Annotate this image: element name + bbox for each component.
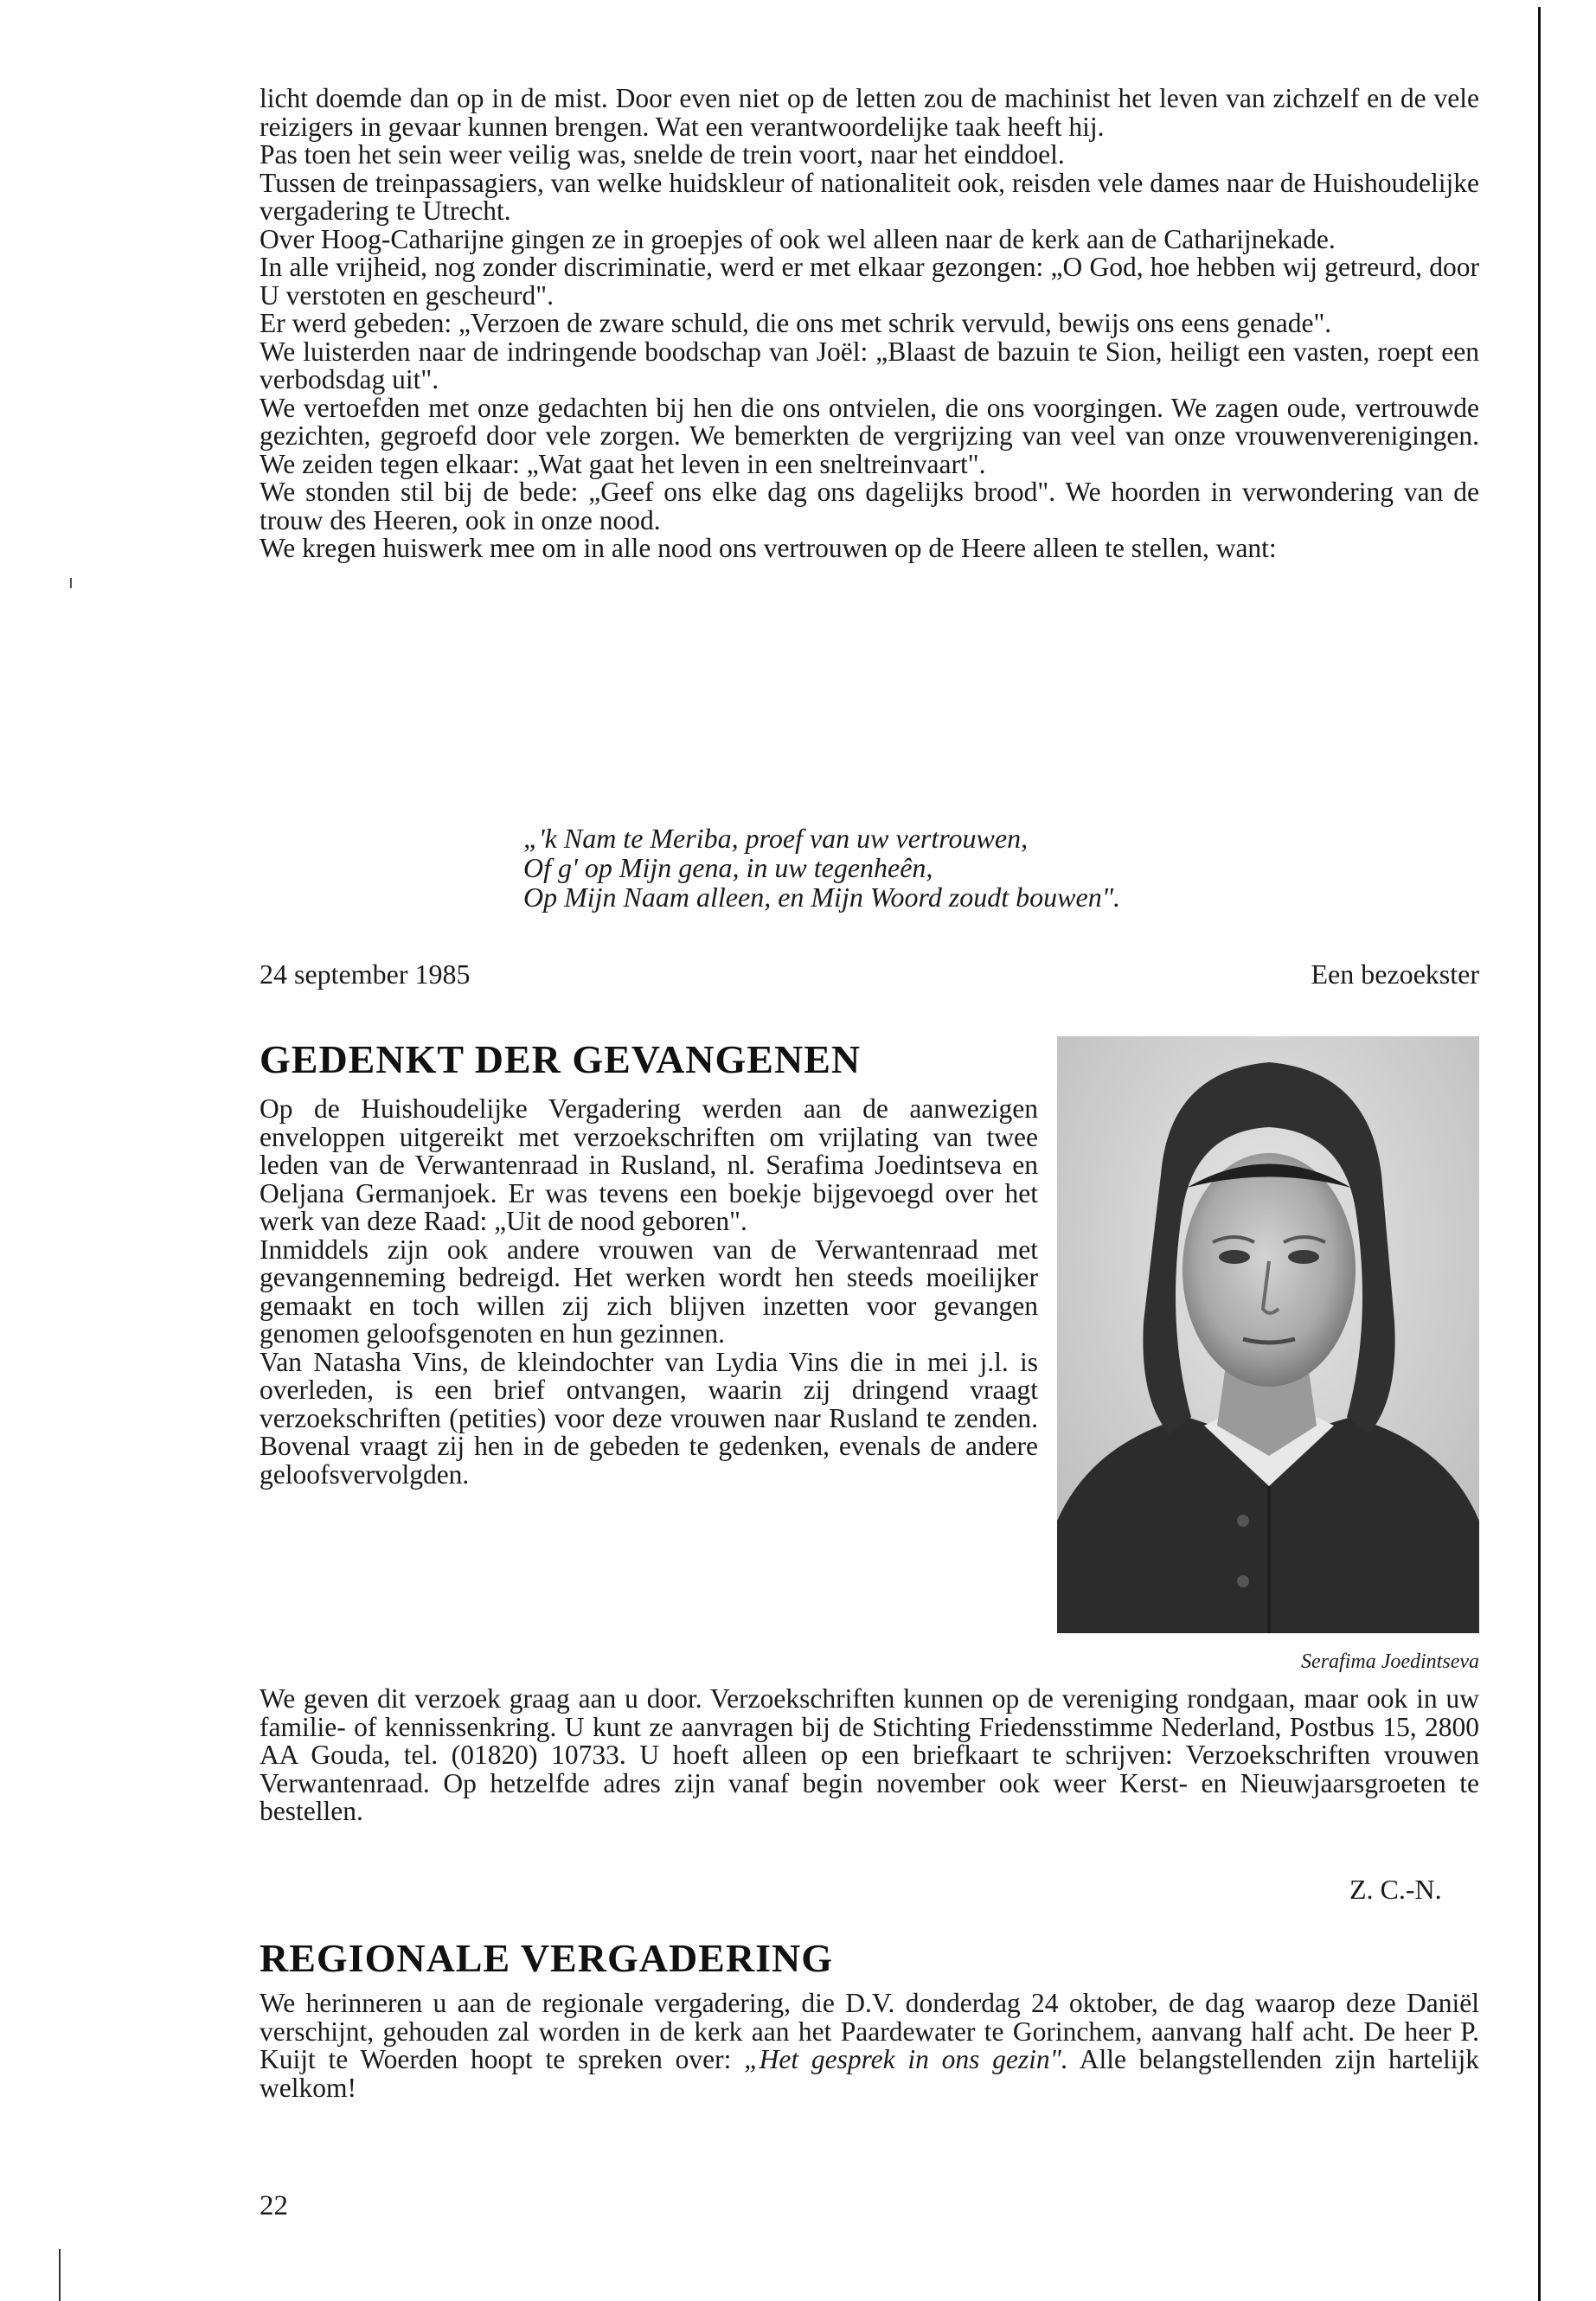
intro-paragraph: Over Hoog-Catharijne gingen ze in groepjes of ook wel alleen naar de kerk aan de Catharijnekade. — [260, 223, 1336, 254]
column-paragraph: Inmiddels zijn ook andere vrouwen van de Verwantenraad met gevangenneming bedreigd. Het werken wordt hen steeds moeilijker gemaakt en toch willen zij zich blijven inzetten voor gevangen genomen geloofsgenoten en hun gezinnen. — [260, 1234, 1038, 1349]
column-paragraph: Van Natasha Vins, de kleindochter van Lydia Vins die in mei j.l. is overleden, is een brief ontvangen, waarin zij dringend vraagt verzoekschriften (petities) voor deze vrouwen naar Rusland te zenden. Bovenal vraagt zij hen in de gebeden te gedenken, evenals de andere geloofsvervolgden. — [260, 1346, 1038, 1490]
portrait-photo — [1057, 1036, 1479, 1633]
article-date: 24 september 1985 — [260, 958, 471, 990]
poem-line: „'k Nam te Meriba, proef van uw vertrouwen, — [523, 823, 1029, 854]
intro-article — [260, 85, 1479, 563]
scan-speck — [70, 578, 72, 588]
page-number: 22 — [260, 2190, 288, 2221]
poem-quote — [523, 824, 1388, 912]
page-edge-rule — [1538, 7, 1541, 2301]
intro-paragraph: We stonden stil bij de bede: „Geef ons elke dag ons dagelijks brood". We hoorden in verwondering van de trouw des Heeren, ook in onze nood. — [260, 477, 1479, 535]
article-signoff: Z. C.-N. — [1349, 1874, 1442, 1905]
section-heading-gevangenen: GEDENKT DER GEVANGENEN — [260, 1037, 862, 1081]
intro-paragraph: We luisterden naar de indringende boodschap van Joël: „Blaast de bazuin te Sion, heiligt een vasten, roept een verbodsdag uit". — [260, 336, 1479, 394]
intro-paragraph: Er werd gebeden: „Verzoen de zware schuld, die ons met schrik vervuld, bewijs ons eens genade". — [260, 308, 1332, 338]
intro-paragraph: In alle vrijheid, nog zonder discriminatie, werd er met elkaar gezongen: „O God, hoe hebben wij getreurd, door U verstoten en gescheurd". — [260, 252, 1479, 311]
intro-paragraph: licht doemde dan op in de mist. Door even niet op de letten zou de machinist het leven van zichzelf en de vele reizigers in gevaar kunnen brengen. Wat een verantwoordelijke taak heeft hij. — [260, 83, 1479, 142]
intro-paragraph: We vertoefden met onze gedachten bij hen die ons ontvielen, die ons voorgingen. We zagen oude, vertrouwde gezichten, gegroefd door vele zorgen. We bemerkten de vergrijzing van veel van onze vrouwenverenigingen. We zeiden tegen elkaar: „Wat gaat het leven in een sneltreinvaart". — [260, 392, 1479, 479]
poem-line: Of g' op Mijn gena, in uw tegenheên, — [523, 852, 933, 883]
binding-mark — [59, 2249, 61, 2301]
article-author: Een bezoekster — [1311, 958, 1479, 990]
regionale-paragraph — [260, 1990, 1479, 2102]
photo-caption: Serafima Joedintseva — [1301, 1650, 1479, 1673]
regionale-text-end: Alle belangstellenden zijn hartelijk welkom! — [260, 2044, 1479, 2103]
regionale-talk-title: „Het gesprek in ons gezin". — [744, 2044, 1068, 2074]
section-heading-regionale: REGIONALE VERGADERING — [260, 1936, 833, 1980]
gevangenen-continuation: We geven dit verzoek graag aan u door. Verzoekschriften kunnen op de vereniging rondgaan, maar ook in uw familie- of kennissenkring. U kunt ze aanvragen bij de Stichting Friedensstimme Nederland, Postbus 15, 2800 AA Gouda, tel. (01820) 10733. U hoeft alleen op een briefkaart te schrijven: Verzoekschriften vrouwen Verwantenraad. Op hetzelfde adres zijn vanaf begin november ook weer Kerst- en Nieuwjaarsgroeten te bestellen. — [260, 1683, 1479, 1826]
dateline — [260, 958, 1479, 990]
poem-line: Op Mijn Naam alleen, en Mijn Woord zoudt bouwen". — [523, 881, 1121, 913]
intro-paragraph: Tussen de treinpassagiers, van welke huidskleur of nationaliteit ook, reisden vele dames naar de Huishoudelijke vergadering te Utrecht. — [260, 167, 1479, 226]
portrait-illustration — [1057, 1036, 1479, 1633]
regionale-text: We herinneren u aan de regionale vergadering, die D.V. donderdag 24 oktober, de dag waarop deze Daniël verschijnt, gehouden zal worden in de kerk aan het Paardewater te Gorinchem, aanvang half acht. De heer P. Kuijt te Woerden hoopt te spreken over: — [260, 1988, 1479, 2074]
gevangenen-column — [260, 1095, 1038, 1489]
intro-paragraph: We kregen huiswerk mee om in alle nood ons vertrouwen op de Heere alleen te stellen, want: — [260, 533, 1277, 563]
intro-paragraph: Pas toen het sein weer veilig was, snelde de trein voort, naar het einddoel. — [260, 139, 1065, 170]
column-paragraph: Op de Huishoudelijke Vergadering werden aan de aanwezigen enveloppen uitgereikt met verzoekschriften om vrijlating van twee leden van de Verwantenraad in Rusland, nl. Serafima Joedintseva en Oeljana Germanjoek. Er was tevens een boekje bijgevoegd over het werk van deze Raad: „Uit de nood geboren". — [260, 1093, 1038, 1236]
